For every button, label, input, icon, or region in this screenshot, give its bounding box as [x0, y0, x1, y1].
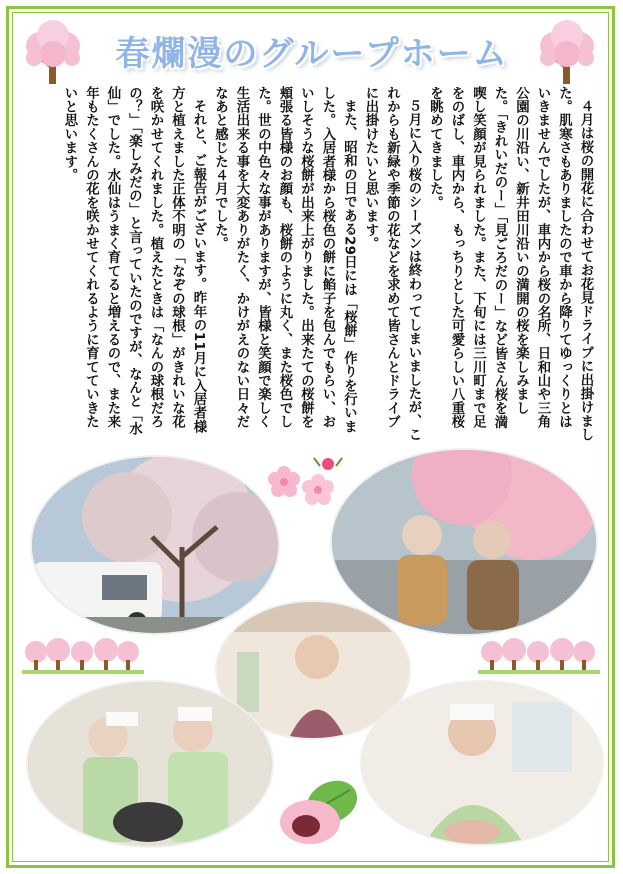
sakura-flower-icon — [262, 452, 352, 512]
cherry-tree-row-icon — [478, 636, 600, 676]
paragraph: ４月は桜の開花に合わせてお花見ドライブに出掛けました。肌寒さもありましたので車から降りてゆっくりとはいきませんでしたが、車内から桜の名所、日和山や三角公園の川沿い、新井田川沿いの満開の桜を楽しみました。「きれいだのー」「見ごろだのー」など皆さん桜を満喫し笑顔が見られました。また、下旬には三川町まで足をのばし、車内から、もっちりとした可愛らしい八重桜を眺めてきました。 — [427, 86, 593, 442]
photo-residents-under-blossoms — [330, 448, 598, 636]
paragraph: また、昭和の日である29日には「桜餅」作りを行いました。入居者様から桜色の餅に餡子を包んでもらい、おいしそうな桜餅が出来上がりました。出来たての桜餅を頬張る皆様のお顔も、桜餅のように丸く、また桜色でした。世の中色々な事がありますが、皆様と笑顔で楽しく生活出来る事を大変ありがたく、かけがえのない日々だなあと感じた４月でした。 — [212, 86, 357, 434]
cherry-tree-row-icon — [22, 636, 144, 676]
cherry-blossom-tree-icon — [536, 18, 598, 88]
sakura-mochi-icon — [276, 772, 362, 850]
article-body — [30, 86, 596, 442]
paragraph: ５月に入り桜のシーズンは終わってしまいましたが、これからも新緑や季節の花などを求めて皆さんとドライブに出掛けたいと思います。 — [363, 86, 421, 442]
page-title: 春爛漫のグループホーム — [115, 34, 509, 74]
cherry-blossom-tree-icon — [22, 18, 84, 88]
paragraph: それと、ご報告がございます。昨年の11月に入居者様方と植えました正体不明の「なぞの球根」がきれいな花を咲かせてくれました。植えたときは「なんの球根だろの？」「楽しみだの」と言っていたのですが、なんと「水仙」でした。水仙はうまく育てると増えるので、また来年もたくさんの花を咲かせてくれるように育てていきたいと思います。 — [62, 86, 206, 436]
photo-making-sakura-mochi — [26, 680, 274, 848]
photo-resident-with-mochi — [360, 680, 604, 846]
photo-cherry-tree-van — [30, 455, 280, 635]
